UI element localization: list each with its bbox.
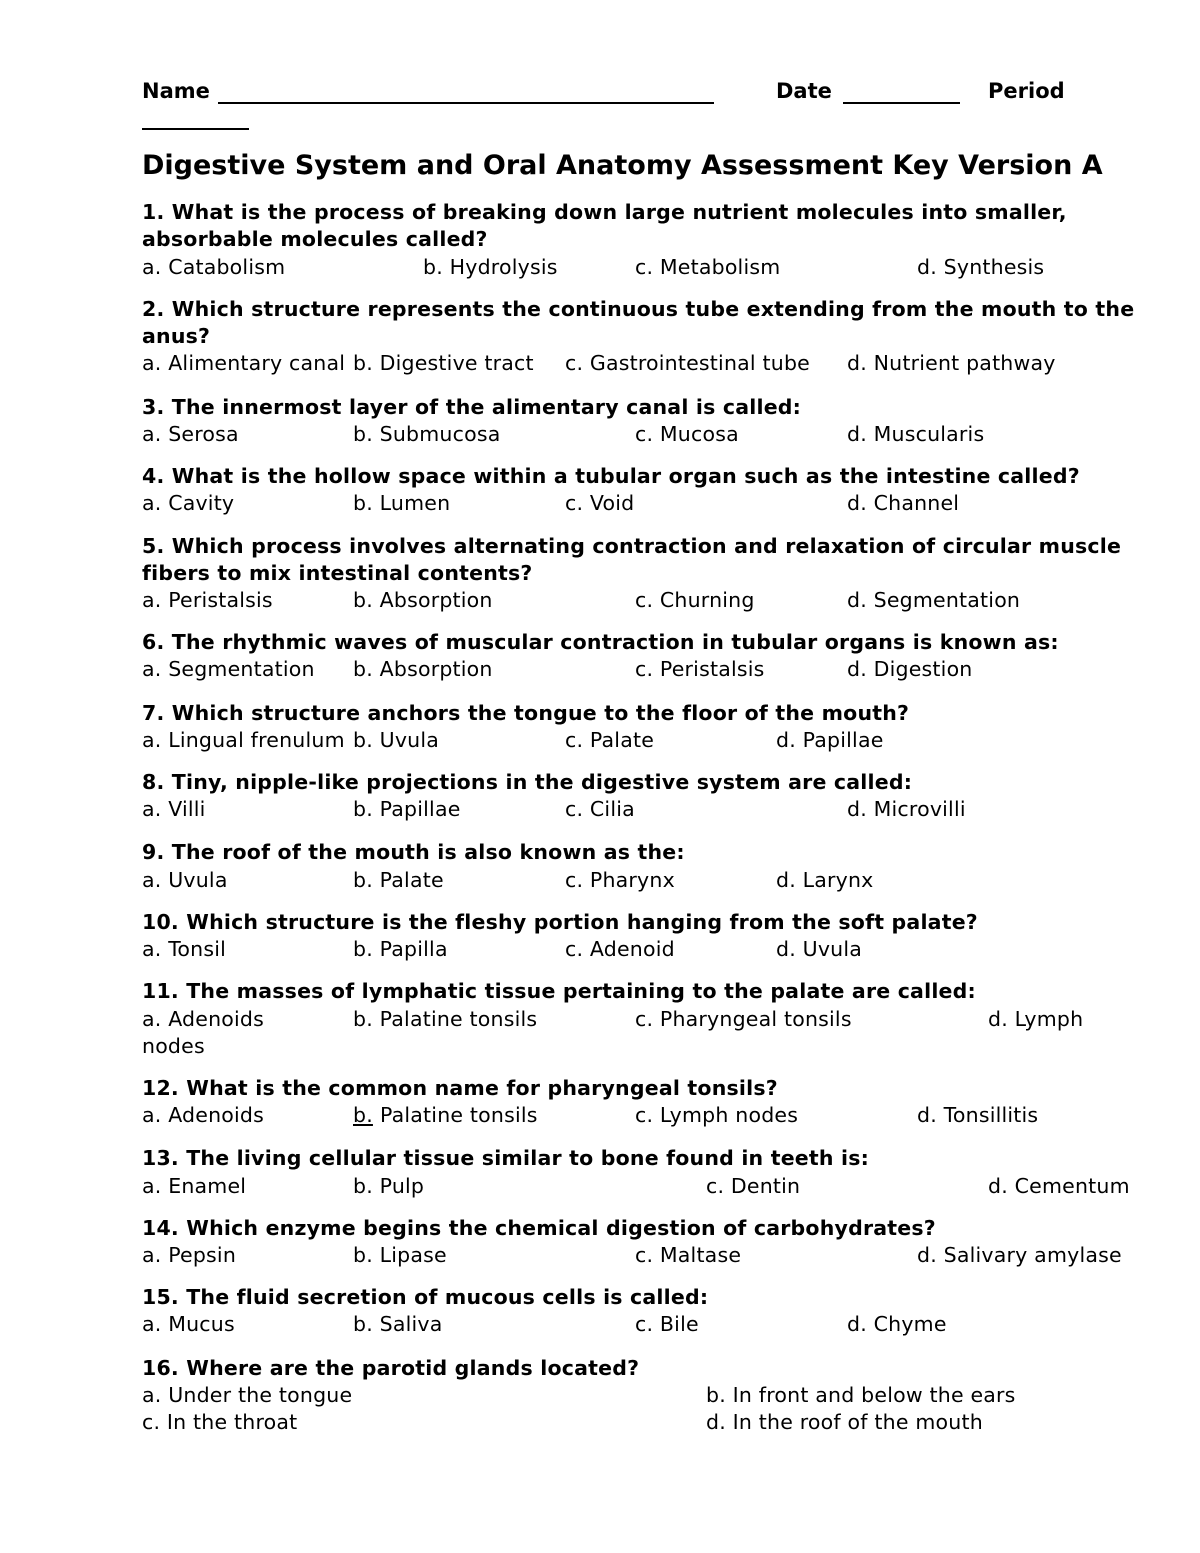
option-12d[interactable]: d. Tonsillitis xyxy=(917,1103,1039,1127)
options-16 xyxy=(142,1382,1192,1436)
question-1: 1. What is the process of breaking down large nutrient molecules into smaller, absorbable molecules called? xyxy=(142,200,1067,251)
option-5c[interactable]: c. Churning xyxy=(635,588,755,612)
option-7c[interactable]: c. Palate xyxy=(565,728,655,752)
date-blank[interactable] xyxy=(843,102,960,104)
question-12: 12. What is the common name for pharyngeal tonsils? xyxy=(142,1076,778,1100)
question-4: 4. What is the hollow space within a tubular organ such as the intestine called? xyxy=(142,464,1080,488)
question-16: 16. Where are the parotid glands located? xyxy=(142,1356,640,1380)
option-2b[interactable]: b. Digestive tract xyxy=(353,351,534,375)
option-11d-line2: nodes xyxy=(142,1034,205,1058)
question-9: 9. The roof of the mouth is also known as the: xyxy=(142,840,685,864)
option-4d[interactable]: d. Channel xyxy=(847,491,960,515)
option-4a[interactable]: a. Cavity xyxy=(142,491,235,515)
option-12b-letter[interactable]: b. xyxy=(353,1103,373,1127)
option-15a[interactable]: a. Mucus xyxy=(142,1312,235,1336)
option-14b[interactable]: b. Lipase xyxy=(353,1243,447,1267)
question-2: 2. Which structure represents the continuous tube extending from the mouth to the anus? xyxy=(142,297,1135,348)
question-14: 14. Which enzyme begins the chemical digestion of carbohydrates? xyxy=(142,1216,936,1240)
option-11b[interactable]: b. Palatine tonsils xyxy=(353,1007,538,1031)
option-16d[interactable]: d. In the roof of the mouth xyxy=(706,1410,983,1434)
options-11 xyxy=(142,1006,1192,1060)
option-15d[interactable]: d. Chyme xyxy=(847,1312,947,1336)
options-6 xyxy=(142,656,1192,683)
option-3d[interactable]: d. Muscularis xyxy=(847,422,985,446)
question-5: 5. Which process involves alternating contraction and relaxation of circular muscle fibers to mix intestinal contents? xyxy=(142,534,1122,585)
option-13b[interactable]: b. Pulp xyxy=(353,1174,425,1198)
option-4b[interactable]: b. Lumen xyxy=(353,491,451,515)
option-12c[interactable]: c. Lymph nodes xyxy=(635,1103,799,1127)
page-title: Digestive System and Oral Anatomy Assessment Key Version A xyxy=(142,150,1103,181)
option-16a[interactable]: a. Under the tongue xyxy=(142,1383,353,1407)
option-13d[interactable]: d. Cementum xyxy=(988,1174,1130,1198)
name-label: Name xyxy=(142,79,210,103)
option-13a[interactable]: a. Enamel xyxy=(142,1174,247,1198)
option-2d[interactable]: d. Nutrient pathway xyxy=(847,351,1056,375)
options-14 xyxy=(142,1242,1192,1269)
question-11: 11. The masses of lymphatic tissue pertaining to the palate are called: xyxy=(142,979,976,1003)
question-6: 6. The rhythmic waves of muscular contraction in tubular organs is known as: xyxy=(142,630,1059,654)
option-6b[interactable]: b. Absorption xyxy=(353,657,493,681)
option-6a[interactable]: a. Segmentation xyxy=(142,657,315,681)
option-14d[interactable]: d. Salivary amylase xyxy=(917,1243,1122,1267)
option-6c[interactable]: c. Peristalsis xyxy=(635,657,765,681)
options-5 xyxy=(142,587,1192,614)
option-3a[interactable]: a. Serosa xyxy=(142,422,239,446)
option-10c[interactable]: c. Adenoid xyxy=(565,937,675,961)
option-10a[interactable]: a. Tonsil xyxy=(142,937,227,961)
option-8d[interactable]: d. Microvilli xyxy=(847,797,966,821)
options-4 xyxy=(142,490,1192,517)
options-15 xyxy=(142,1311,1192,1338)
option-12a[interactable]: a. Adenoids xyxy=(142,1103,265,1127)
question-7: 7. Which structure anchors the tongue to the floor of the mouth? xyxy=(142,701,910,725)
option-3b[interactable]: b. Submucosa xyxy=(353,422,501,446)
option-7b[interactable]: b. Uvula xyxy=(353,728,440,752)
options-2 xyxy=(142,350,1192,377)
option-8c[interactable]: c. Cilia xyxy=(565,797,635,821)
options-13 xyxy=(142,1173,1192,1200)
option-7d[interactable]: d. Papillae xyxy=(776,728,884,752)
question-13: 13. The living cellular tissue similar to bone found in teeth is: xyxy=(142,1146,870,1170)
option-5b[interactable]: b. Absorption xyxy=(353,588,493,612)
option-10d[interactable]: d. Uvula xyxy=(776,937,863,961)
period-label: Period xyxy=(988,79,1065,103)
period-blank[interactable] xyxy=(142,128,249,130)
option-8b[interactable]: b. Papillae xyxy=(353,797,461,821)
option-11c[interactable]: c. Pharyngeal tonsils xyxy=(635,1007,852,1031)
option-7a[interactable]: a. Lingual frenulum xyxy=(142,728,345,752)
question-8: 8. Tiny, nipple-like projections in the digestive system are called: xyxy=(142,770,913,794)
option-2a[interactable]: a. Alimentary canal xyxy=(142,351,346,375)
option-3c[interactable]: c. Mucosa xyxy=(635,422,739,446)
option-2c[interactable]: c. Gastrointestinal tube xyxy=(565,351,810,375)
date-label: Date xyxy=(776,79,832,103)
option-14c[interactable]: c. Maltase xyxy=(635,1243,742,1267)
option-6d[interactable]: d. Digestion xyxy=(847,657,973,681)
options-1 xyxy=(142,254,1192,281)
option-1d[interactable]: d. Synthesis xyxy=(917,255,1045,279)
options-3 xyxy=(142,421,1192,448)
option-15c[interactable]: c. Bile xyxy=(635,1312,699,1336)
options-10 xyxy=(142,936,1192,963)
name-blank[interactable] xyxy=(218,102,714,104)
options-12 xyxy=(142,1102,1192,1129)
option-16b[interactable]: b. In front and below the ears xyxy=(706,1383,1016,1407)
option-1c[interactable]: c. Metabolism xyxy=(635,255,781,279)
option-11d-line1: d. Lymph xyxy=(988,1007,1084,1031)
option-14a[interactable]: a. Pepsin xyxy=(142,1243,237,1267)
options-8 xyxy=(142,796,1192,823)
option-4c[interactable]: c. Void xyxy=(565,491,635,515)
option-1a[interactable]: a. Catabolism xyxy=(142,255,286,279)
option-9d[interactable]: d. Larynx xyxy=(776,868,874,892)
question-10: 10. Which structure is the fleshy portion hanging from the soft palate? xyxy=(142,910,978,934)
option-12b[interactable]: Palatine tonsils xyxy=(380,1103,538,1127)
option-9a[interactable]: a. Uvula xyxy=(142,868,228,892)
option-11a[interactable]: a. Adenoids xyxy=(142,1007,265,1031)
option-9c[interactable]: c. Pharynx xyxy=(565,868,675,892)
option-10b[interactable]: b. Papilla xyxy=(353,937,448,961)
options-9 xyxy=(142,867,1192,894)
option-15b[interactable]: b. Saliva xyxy=(353,1312,443,1336)
option-1b[interactable]: b. Hydrolysis xyxy=(423,255,558,279)
option-16c[interactable]: c. In the throat xyxy=(142,1410,298,1434)
option-13c[interactable]: c. Dentin xyxy=(706,1174,801,1198)
option-8a[interactable]: a. Villi xyxy=(142,797,206,821)
question-15: 15. The fluid secretion of mucous cells is called: xyxy=(142,1285,709,1309)
option-9b[interactable]: b. Palate xyxy=(353,868,444,892)
option-5d[interactable]: d. Segmentation xyxy=(847,588,1021,612)
question-3: 3. The innermost layer of the alimentary canal is called: xyxy=(142,395,802,419)
options-7 xyxy=(142,727,1192,754)
option-5a[interactable]: a. Peristalsis xyxy=(142,588,273,612)
